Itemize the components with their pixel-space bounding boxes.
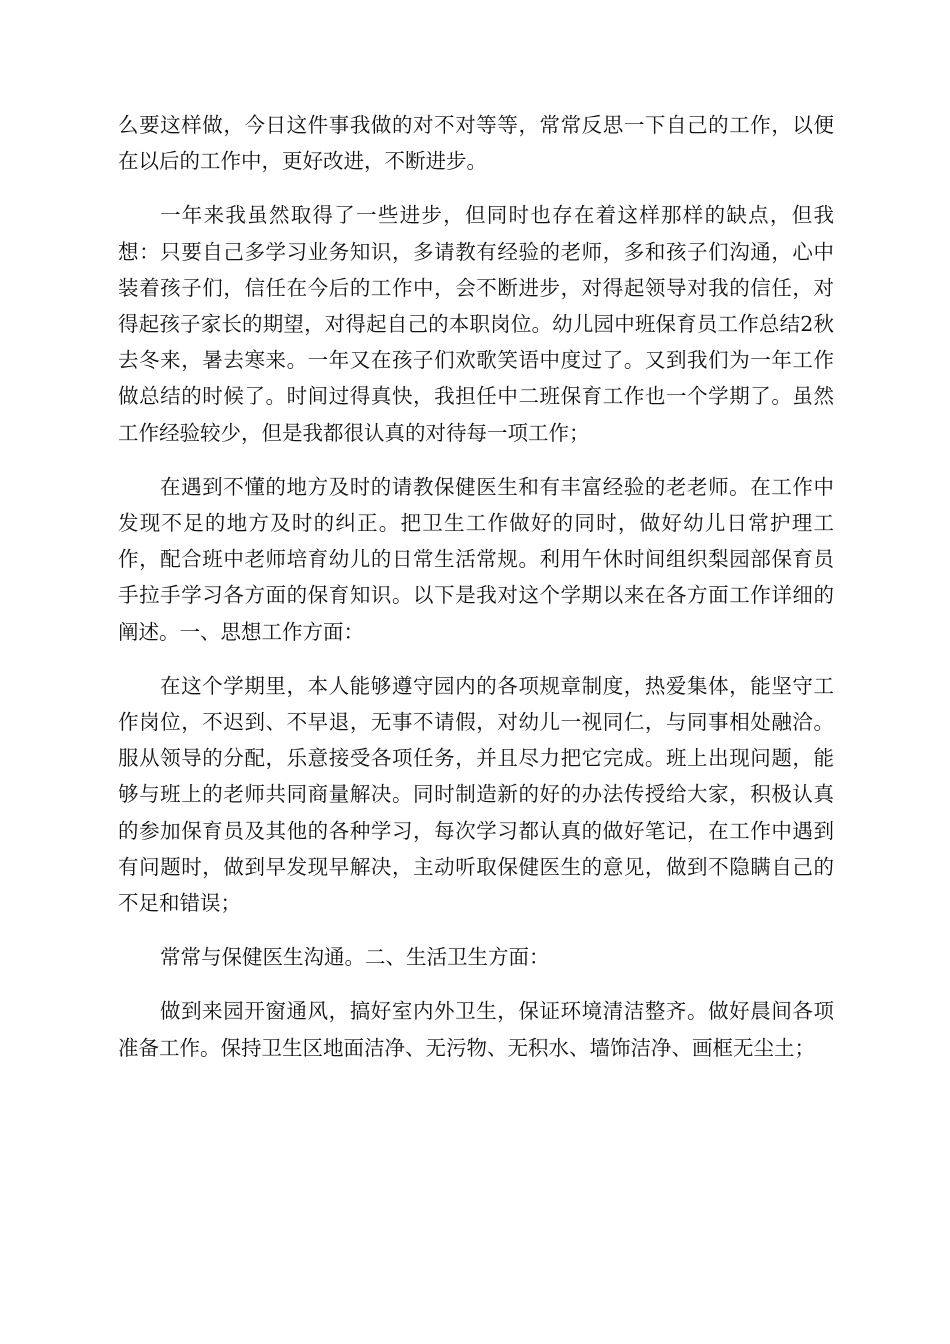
paragraph-continuation: 么要这样做，今日这件事我做的对不对等等，常常反思一下自己的工作，以便在以后的工作中，更好改进，不断进步。 xyxy=(118,113,834,174)
paragraph-life-hygiene-heading: 常常与保健医生沟通。二、生活卫生方面： xyxy=(160,945,550,970)
paragraph-progress-summary: 一年来我虽然取得了一些进步，但同时也存在着这样那样的缺点，但我想：只要自己多学习业务知识，多请教有经验的老师，多和孩子们沟通，心中装着孩子们，信任在今后的工作中，会不断进步，对得起领导对我的信任，对得起孩子家长的期望，对得起自己的本职岗位。幼儿园中班保育员工作总结2秋去冬来，暑去寒来。一年又在孩子们欢歌笑语中度过了。又到我们为一年工作做总结的时候了。时间过得真快，我担任中二班保育工作也一个学期了。虽然工作经验较少，但是我都很认真的对待每一项工作； xyxy=(118,203,834,445)
paragraph-ventilation-cleaning: 做到来园开窗通风，搞好室内外卫生，保证环境清洁整齐。做好晨间各项准备工作。保持卫生区地面洁净、无污物、无积水、墙饰洁净、画框无尘土； xyxy=(118,999,834,1060)
document-body xyxy=(118,107,834,1066)
paragraph-consult-doctor: 在遇到不懂的地方及时的请教保健医生和有丰富经验的老老师。在工作中发现不足的地方及时的纠正。把卫生工作做好的同时，做好幼儿日常护理工作，配合班中老师培育幼儿的日常生活常规。利用午休时间组织梨园部保育员手拉手学习各方面的保育知识。以下是我对这个学期以来在各方面工作详细的阐述。一、思想工作方面： xyxy=(118,474,834,644)
paragraph-ideology-work: 在这个学期里，本人能够遵守园内的各项规章制度，热爱集体，能坚守工作岗位，不迟到、不早退，无事不请假，对幼儿一视同仁，与同事相处融洽。服从领导的分配，乐意接受各项任务，并且尽力把它完成。班上出现问题，能够与班上的老师共同商量解决。同时制造新的好的办法传授给大家，积极认真的参加保育员及其他的各种学习，每次学习都认真的做好笔记，在工作中遇到有问题时，做到早发现早解决，主动听取保健医生的意见，做到不隐瞒自己的不足和错误； xyxy=(118,673,834,916)
